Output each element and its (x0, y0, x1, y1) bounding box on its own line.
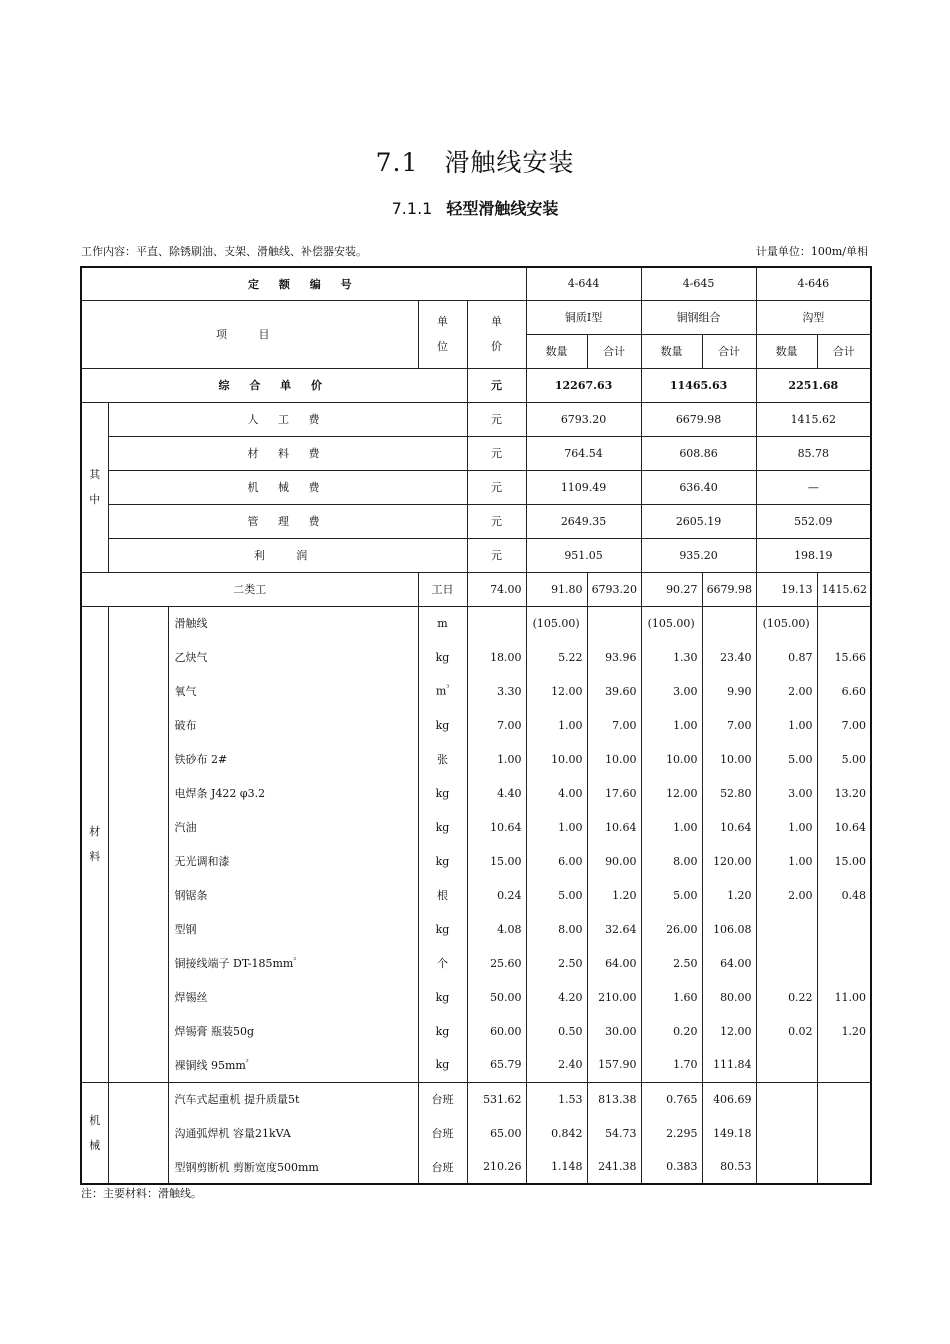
material-price: 65.79 (467, 1048, 526, 1082)
cost-value: 636.40 (641, 470, 756, 504)
machine-cell (817, 1150, 871, 1184)
labor-unit: 工日 (418, 572, 467, 606)
cost-value: 2649.35 (526, 504, 641, 538)
material-unit: 个 (418, 946, 467, 980)
material-row (81, 674, 871, 708)
labor-cell: 91.80 (526, 572, 587, 606)
composite-value: 11465.63 (641, 368, 756, 402)
material-cell: 1.00 (641, 810, 702, 844)
machine-price: 65.00 (467, 1116, 526, 1150)
labor-cell: 1415.62 (817, 572, 871, 606)
material-cell: 15.66 (817, 640, 871, 674)
material-cell: 8.00 (641, 844, 702, 878)
material-cell (756, 1048, 817, 1082)
quota-code-label: 定 额 编 号 (81, 267, 526, 300)
machine-cell (817, 1116, 871, 1150)
cost-row (81, 436, 871, 470)
material-cell: 10.00 (641, 742, 702, 776)
cost-label: 利 润 (108, 538, 467, 572)
machine-cell: 2.295 (641, 1116, 702, 1150)
qty-header: 数量 (756, 334, 817, 368)
cost-value: 1109.49 (526, 470, 641, 504)
material-unit: m (418, 606, 467, 640)
material-unit: kg (418, 912, 467, 946)
material-cell: 13.20 (817, 776, 871, 810)
material-cell: 6.00 (526, 844, 587, 878)
section-subtitle (0, 196, 950, 219)
material-cell: 2.50 (641, 946, 702, 980)
quota-table (80, 266, 872, 1185)
material-cell: 10.00 (702, 742, 756, 776)
material-cell (756, 912, 817, 946)
material-cell: 15.00 (817, 844, 871, 878)
material-price: 50.00 (467, 980, 526, 1014)
cost-label: 管 理 费 (108, 504, 467, 538)
cost-unit: 元 (467, 402, 526, 436)
labor-cell: 19.13 (756, 572, 817, 606)
composite-price-row (81, 368, 871, 402)
material-cell: 1.20 (587, 878, 641, 912)
machine-price: 531.62 (467, 1082, 526, 1116)
material-cell: 1.00 (756, 810, 817, 844)
material-name: 破布 (168, 708, 418, 742)
labor-cell: 90.27 (641, 572, 702, 606)
material-cell: 0.87 (756, 640, 817, 674)
material-row (81, 708, 871, 742)
material-cell: 10.64 (817, 810, 871, 844)
material-cell: 10.00 (587, 742, 641, 776)
machine-unit: 台班 (418, 1082, 467, 1116)
material-cell: 30.00 (587, 1014, 641, 1048)
material-cell: 157.90 (587, 1048, 641, 1082)
material-cell (702, 606, 756, 640)
material-cell: 3.00 (756, 776, 817, 810)
material-group-label: 材 料 (81, 606, 108, 1082)
material-cell: 10.64 (702, 810, 756, 844)
cost-value: 552.09 (756, 504, 871, 538)
machine-price: 210.26 (467, 1150, 526, 1184)
machine-row (81, 1150, 871, 1184)
title-text: 滑触线安装 (444, 148, 575, 177)
material-name: 无光调和漆 (168, 844, 418, 878)
cost-value: 6793.20 (526, 402, 641, 436)
page-title (0, 143, 950, 179)
material-cell: 210.00 (587, 980, 641, 1014)
material-unit: kg (418, 1014, 467, 1048)
material-name: 铜接线端子 $DT-185mm^{^2}$ (168, 946, 418, 980)
material-unit: kg (418, 640, 467, 674)
material-cell: 5.00 (526, 878, 587, 912)
machine-cell (756, 1116, 817, 1150)
material-name: 焊锡丝 (168, 980, 418, 1014)
material-unit: 张 (418, 742, 467, 776)
material-cell: 2.00 (756, 674, 817, 708)
cost-value: 2605.19 (641, 504, 756, 538)
material-cell: 64.00 (587, 946, 641, 980)
cost-label: 材 料 费 (108, 436, 467, 470)
cost-label: 机 械 费 (108, 470, 467, 504)
labor-label: 二类工 (81, 572, 418, 606)
material-cell: 1.20 (702, 878, 756, 912)
quota-code-4-645: 4-645 (641, 267, 756, 300)
material-row (81, 810, 871, 844)
material-name: 铁砂布 2# (168, 742, 418, 776)
cost-value: 764.54 (526, 436, 641, 470)
machine-cell (756, 1082, 817, 1116)
labor-row (81, 572, 871, 606)
material-price: 4.08 (467, 912, 526, 946)
material-cell: 10.00 (526, 742, 587, 776)
material-cell: 7.00 (702, 708, 756, 742)
material-price: 15.00 (467, 844, 526, 878)
material-cell: (105.00) (756, 606, 817, 640)
material-row (81, 980, 871, 1014)
material-cell: 5.22 (526, 640, 587, 674)
material-cell: 5.00 (817, 742, 871, 776)
machine-cell: 406.69 (702, 1082, 756, 1116)
material-cell: 23.40 (702, 640, 756, 674)
material-cell: 0.50 (526, 1014, 587, 1048)
material-cell: 5.00 (756, 742, 817, 776)
labor-cell: 6679.98 (702, 572, 756, 606)
material-cell: 80.00 (702, 980, 756, 1014)
machine-cell: 1.53 (526, 1082, 587, 1116)
material-row (81, 912, 871, 946)
machine-cell: 241.38 (587, 1150, 641, 1184)
material-cell: 8.00 (526, 912, 587, 946)
material-name: 滑触线 (168, 606, 418, 640)
cost-unit: 元 (467, 470, 526, 504)
machine-unit: 台班 (418, 1150, 467, 1184)
machine-cell: 0.765 (641, 1082, 702, 1116)
qty-header: 数量 (641, 334, 702, 368)
material-name: 钢锯条 (168, 878, 418, 912)
material-cell: (105.00) (641, 606, 702, 640)
material-cell: 9.90 (702, 674, 756, 708)
cost-row (81, 504, 871, 538)
material-price: 4.40 (467, 776, 526, 810)
material-name: 乙炔气 (168, 640, 418, 674)
material-price: 18.00 (467, 640, 526, 674)
material-cell: 1.70 (641, 1048, 702, 1082)
material-unit: kg (418, 1048, 467, 1082)
machine-cell: 0.842 (526, 1116, 587, 1150)
machine-cell: 149.18 (702, 1116, 756, 1150)
material-cell: 52.80 (702, 776, 756, 810)
material-row (81, 946, 871, 980)
material-cell: 90.00 (587, 844, 641, 878)
cost-row (81, 470, 871, 504)
material-cell: 93.96 (587, 640, 641, 674)
total-header: 合计 (702, 334, 756, 368)
quota-code-4-646: 4-646 (756, 267, 871, 300)
material-unit: kg (418, 810, 467, 844)
material-row (81, 1014, 871, 1048)
material-cell: 12.00 (526, 674, 587, 708)
material-name: 裸铜线 $95mm^{^2}$ (168, 1048, 418, 1082)
composite-value: 12267.63 (526, 368, 641, 402)
material-cell: 1.00 (641, 708, 702, 742)
material-price: 7.00 (467, 708, 526, 742)
material-cell: 10.64 (587, 810, 641, 844)
material-unit: $m^{^3}$ (418, 674, 467, 708)
labor-price: 74.00 (467, 572, 526, 606)
material-cell: 2.50 (526, 946, 587, 980)
cost-label: 人 工 费 (108, 402, 467, 436)
material-cell: 0.20 (641, 1014, 702, 1048)
quota-code-row (81, 267, 871, 300)
material-cell: 2.40 (526, 1048, 587, 1082)
quota-code-4-644: 4-644 (526, 267, 641, 300)
material-cell: 0.02 (756, 1014, 817, 1048)
type-copper-i: 铜质Ⅰ型 (526, 300, 641, 334)
material-cell: 12.00 (702, 1014, 756, 1048)
machine-cell: 1.148 (526, 1150, 587, 1184)
material-row (81, 1048, 871, 1082)
material-cell: 3.00 (641, 674, 702, 708)
material-price: 1.00 (467, 742, 526, 776)
material-cell: 1.30 (641, 640, 702, 674)
subtitle-text: 轻型滑触线安装 (446, 199, 559, 218)
material-cell: 0.48 (817, 878, 871, 912)
cost-value: 935.20 (641, 538, 756, 572)
type-trench: 沟型 (756, 300, 871, 334)
cost-row (81, 538, 871, 572)
price-header: 单 价 (467, 300, 526, 368)
cost-value: 85.78 (756, 436, 871, 470)
material-cell: 11.00 (817, 980, 871, 1014)
machine-row (81, 1116, 871, 1150)
material-cell (817, 912, 871, 946)
material-unit: kg (418, 980, 467, 1014)
material-unit: 根 (418, 878, 467, 912)
composite-unit: 元 (467, 368, 526, 402)
composite-label: 综 合 单 价 (81, 368, 467, 402)
material-cell: 1.60 (641, 980, 702, 1014)
material-cell: 6.60 (817, 674, 871, 708)
material-cell: 12.00 (641, 776, 702, 810)
material-cell: 4.20 (526, 980, 587, 1014)
of-which-label: 其 中 (81, 402, 108, 572)
material-name: 氧气 (168, 674, 418, 708)
material-cell: (105.00) (526, 606, 587, 640)
material-unit: kg (418, 844, 467, 878)
material-name: 汽油 (168, 810, 418, 844)
type-copper-steel: 铜钢组合 (641, 300, 756, 334)
machine-unit: 台班 (418, 1116, 467, 1150)
material-unit: kg (418, 708, 467, 742)
material-price: 60.00 (467, 1014, 526, 1048)
material-row (81, 742, 871, 776)
material-cell: 0.22 (756, 980, 817, 1014)
material-cell: 64.00 (702, 946, 756, 980)
machine-blank-cell (108, 1082, 168, 1184)
total-header: 合计 (587, 334, 641, 368)
material-cell (817, 606, 871, 640)
machine-group-label: 机 械 (81, 1082, 108, 1184)
machine-name: 型钢剪断机 剪断宽度500mm (168, 1150, 418, 1184)
machine-cell (817, 1082, 871, 1116)
material-cell: 2.00 (756, 878, 817, 912)
item-label: 项 目 (81, 300, 418, 368)
subtitle-number: 7.1.1 (391, 199, 433, 218)
material-cell (817, 1048, 871, 1082)
material-cell: 32.64 (587, 912, 641, 946)
material-cell: 39.60 (587, 674, 641, 708)
material-cell: 106.08 (702, 912, 756, 946)
qty-header: 数量 (526, 334, 587, 368)
material-row (81, 844, 871, 878)
type-header-row (81, 300, 871, 334)
material-blank-cell (108, 606, 168, 1082)
material-name: 焊锡膏 瓶装50g (168, 1014, 418, 1048)
total-header: 合计 (817, 334, 871, 368)
material-price: 25.60 (467, 946, 526, 980)
material-name: 电焊条 J422 φ3.2 (168, 776, 418, 810)
material-cell: 1.20 (817, 1014, 871, 1048)
cost-unit: 元 (467, 538, 526, 572)
material-price (467, 606, 526, 640)
machine-cell (756, 1150, 817, 1184)
work-content: 工作内容：平直、除锈刷油、支架、滑触线、补偿器安装。 (81, 245, 367, 258)
machine-cell: 813.38 (587, 1082, 641, 1116)
material-cell: 26.00 (641, 912, 702, 946)
material-row (81, 776, 871, 810)
material-cell: 17.60 (587, 776, 641, 810)
material-cell: 111.84 (702, 1048, 756, 1082)
footnote: 注：主要材料：滑触线。 (81, 1187, 202, 1200)
material-cell: 1.00 (756, 844, 817, 878)
material-cell: 1.00 (526, 708, 587, 742)
material-unit: kg (418, 776, 467, 810)
material-name: 型钢 (168, 912, 418, 946)
cost-unit: 元 (467, 504, 526, 538)
cost-value: 198.19 (756, 538, 871, 572)
cost-value: 608.86 (641, 436, 756, 470)
material-cell (756, 946, 817, 980)
material-row (81, 640, 871, 674)
cost-value: — (756, 470, 871, 504)
composite-value: 2251.68 (756, 368, 871, 402)
material-price: 3.30 (467, 674, 526, 708)
material-cell (587, 606, 641, 640)
material-cell: 7.00 (817, 708, 871, 742)
cost-value: 1415.62 (756, 402, 871, 436)
material-price: 10.64 (467, 810, 526, 844)
title-number: 7.1 (375, 148, 419, 177)
measure-unit: 计量单位：100m/单相 (755, 245, 868, 258)
machine-row (81, 1082, 871, 1116)
labor-cell: 6793.20 (587, 572, 641, 606)
machine-cell: 80.53 (702, 1150, 756, 1184)
cost-value: 951.05 (526, 538, 641, 572)
material-cell: 5.00 (641, 878, 702, 912)
machine-name: 沟通弧焊机 容量21kVA (168, 1116, 418, 1150)
cost-row (81, 402, 871, 436)
material-cell: 4.00 (526, 776, 587, 810)
machine-cell: 0.383 (641, 1150, 702, 1184)
material-row (81, 606, 871, 640)
machine-name: 汽车式起重机 提升质量5t (168, 1082, 418, 1116)
material-price: 0.24 (467, 878, 526, 912)
material-cell: 1.00 (526, 810, 587, 844)
material-cell (817, 946, 871, 980)
cost-unit: 元 (467, 436, 526, 470)
material-cell: 120.00 (702, 844, 756, 878)
material-row (81, 878, 871, 912)
unit-header: 单 位 (418, 300, 467, 368)
cost-value: 6679.98 (641, 402, 756, 436)
material-cell: 1.00 (756, 708, 817, 742)
material-cell: 7.00 (587, 708, 641, 742)
machine-cell: 54.73 (587, 1116, 641, 1150)
